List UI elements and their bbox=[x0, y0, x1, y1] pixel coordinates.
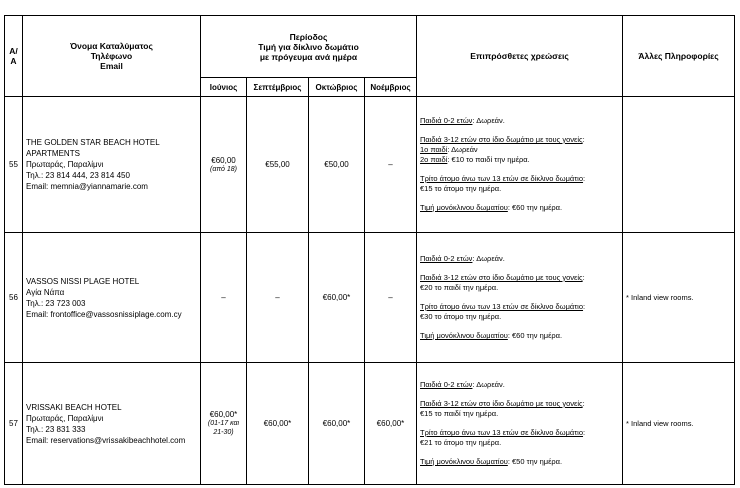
header-month-october: Οκτώβριος bbox=[309, 78, 365, 97]
hotel-info-line: Πρωταράς, Παραλίμνι bbox=[26, 160, 104, 169]
header-name: Όνομα Καταλύματος Τηλέφωνο Email bbox=[23, 16, 201, 97]
charge-item: Παιδιά 0-2 ετών: Δωρεάν. bbox=[420, 116, 505, 125]
price-cell bbox=[365, 363, 417, 485]
price-cell bbox=[309, 363, 365, 485]
table-row bbox=[5, 97, 735, 233]
table-row bbox=[5, 363, 735, 485]
hotel-info-line: APARTMENTS bbox=[26, 149, 80, 158]
header-month-november: Νοέμβριος bbox=[365, 78, 417, 97]
hotel-info-line: Πρωταράς, Παραλίμνι bbox=[26, 413, 104, 423]
extra-charges bbox=[417, 233, 623, 363]
price-cell bbox=[247, 97, 309, 233]
header-period: Περίοδος Τιμή για δίκλινο δωμάτιο με πρόγευμα ανά ημέρα bbox=[201, 16, 417, 78]
header-aa: Α/Α bbox=[5, 16, 23, 97]
hotel-info bbox=[23, 363, 201, 485]
price-cell bbox=[365, 97, 417, 233]
hotel-info-line: Τηλ.: 23 814 444, 23 814 450 bbox=[26, 171, 130, 180]
price-cell bbox=[247, 233, 309, 363]
hotel-info-line: THE GOLDEN STAR BEACH HOTEL bbox=[26, 138, 160, 147]
other-info bbox=[623, 97, 735, 233]
price-value: €60,00* bbox=[209, 410, 238, 419]
hotel-price-table bbox=[4, 15, 735, 485]
hotel-info bbox=[23, 97, 201, 233]
price-value: €60,00* bbox=[263, 419, 292, 428]
price-cell bbox=[201, 363, 247, 485]
charge-item: Τιμή μονόκλινου δωματίου: €50 την ημέρα. bbox=[420, 457, 563, 466]
hotel-info-line: Email: frontoffice@vassosnissiplage.com.cy bbox=[26, 309, 182, 319]
header-other-info: Άλλες Πληροφορίες bbox=[623, 16, 735, 97]
price-value: €60,00* bbox=[322, 419, 351, 428]
price-value: €50,00 bbox=[324, 160, 349, 169]
hotel-info-line: Email: reservations@vrissakibeachhotel.com bbox=[26, 435, 186, 445]
hotel-info-line: Email: memnia@yiannamarie.com bbox=[26, 182, 148, 191]
row-number: 55 bbox=[5, 97, 23, 233]
extra-charges bbox=[417, 363, 623, 485]
row-number: 57 bbox=[5, 363, 23, 485]
price-cell bbox=[247, 363, 309, 485]
price-value: – bbox=[388, 160, 393, 169]
price-note: (από 18) bbox=[210, 165, 237, 173]
charge-item: Παιδιά 3-12 ετών στο ίδιο δωμάτιο με τους γονείς: 1ο παιδί: Δωρεάν 2ο παιδί: €10 το παιδί την ημέρα. bbox=[420, 135, 585, 164]
header-month-june: Ιούνιος bbox=[201, 78, 247, 97]
price-cell bbox=[201, 97, 247, 233]
hotel-info-line: VRISSAKI BEACH HOTEL bbox=[26, 402, 122, 412]
hotel-info-line: Τηλ.: 23 723 003 bbox=[26, 298, 86, 308]
hotel-info bbox=[23, 233, 201, 363]
row-number: 56 bbox=[5, 233, 23, 363]
price-value: €60,00* bbox=[322, 293, 351, 302]
price-value: €60,00 bbox=[211, 155, 236, 165]
price-cell bbox=[201, 233, 247, 363]
extra-charges bbox=[417, 97, 623, 233]
charge-item: Τρίτο άτομο άνω των 13 ετών σε δίκλινο δωμάτιο: €15 το άτομο την ημέρα. bbox=[420, 174, 586, 193]
charge-item: Τρίτο άτομο άνω των 13 ετών σε δίκλινο δωμάτιο: €21 το άτομο την ημέρα. bbox=[420, 428, 586, 447]
price-cell bbox=[309, 233, 365, 363]
other-info: * Inland view rooms. bbox=[623, 363, 735, 485]
table-row bbox=[5, 233, 735, 363]
charge-item: Παιδιά 3-12 ετών στο ίδιο δωμάτιο με τους γονείς: €15 το παιδί την ημέρα. bbox=[420, 399, 585, 418]
price-value: €60,00* bbox=[376, 419, 405, 428]
hotel-info-line: Τηλ.: 23 831 333 bbox=[26, 424, 86, 434]
header-month-september: Σεπτέμβριος bbox=[247, 78, 309, 97]
price-value: – bbox=[275, 293, 280, 302]
charge-item: Τρίτο άτομο άνω των 13 ετών σε δίκλινο δωμάτιο: €30 το άτομο την ημέρα. bbox=[420, 302, 586, 321]
charge-item: Παιδιά 0-2 ετών: Δωρεάν. bbox=[420, 254, 505, 263]
price-note: (01-17 και 21-30) bbox=[207, 420, 240, 436]
price-cell bbox=[365, 233, 417, 363]
price-value: – bbox=[388, 293, 393, 302]
price-value: – bbox=[221, 293, 226, 302]
hotel-info-line: VASSOS NISSI PLAGE HOTEL bbox=[26, 276, 140, 286]
charge-item: Παιδιά 0-2 ετών: Δωρεάν. bbox=[420, 380, 505, 389]
header-extra-charges: Επιπρόσθετες χρεώσεις bbox=[417, 16, 623, 97]
price-cell bbox=[309, 97, 365, 233]
charge-item: Τιμή μονόκλινου δωματίου: €60 την ημέρα. bbox=[420, 331, 563, 340]
price-value: €55,00 bbox=[265, 160, 290, 169]
charge-item: Παιδιά 3-12 ετών στο ίδιο δωμάτιο με τους γονείς: €20 το παιδί την ημέρα. bbox=[420, 273, 585, 292]
other-info: * Inland view rooms. bbox=[623, 233, 735, 363]
charge-item: Τιμή μονόκλινου δωματίου: €60 την ημέρα. bbox=[420, 203, 563, 212]
hotel-info-line: Αγία Νάπα bbox=[26, 287, 65, 297]
